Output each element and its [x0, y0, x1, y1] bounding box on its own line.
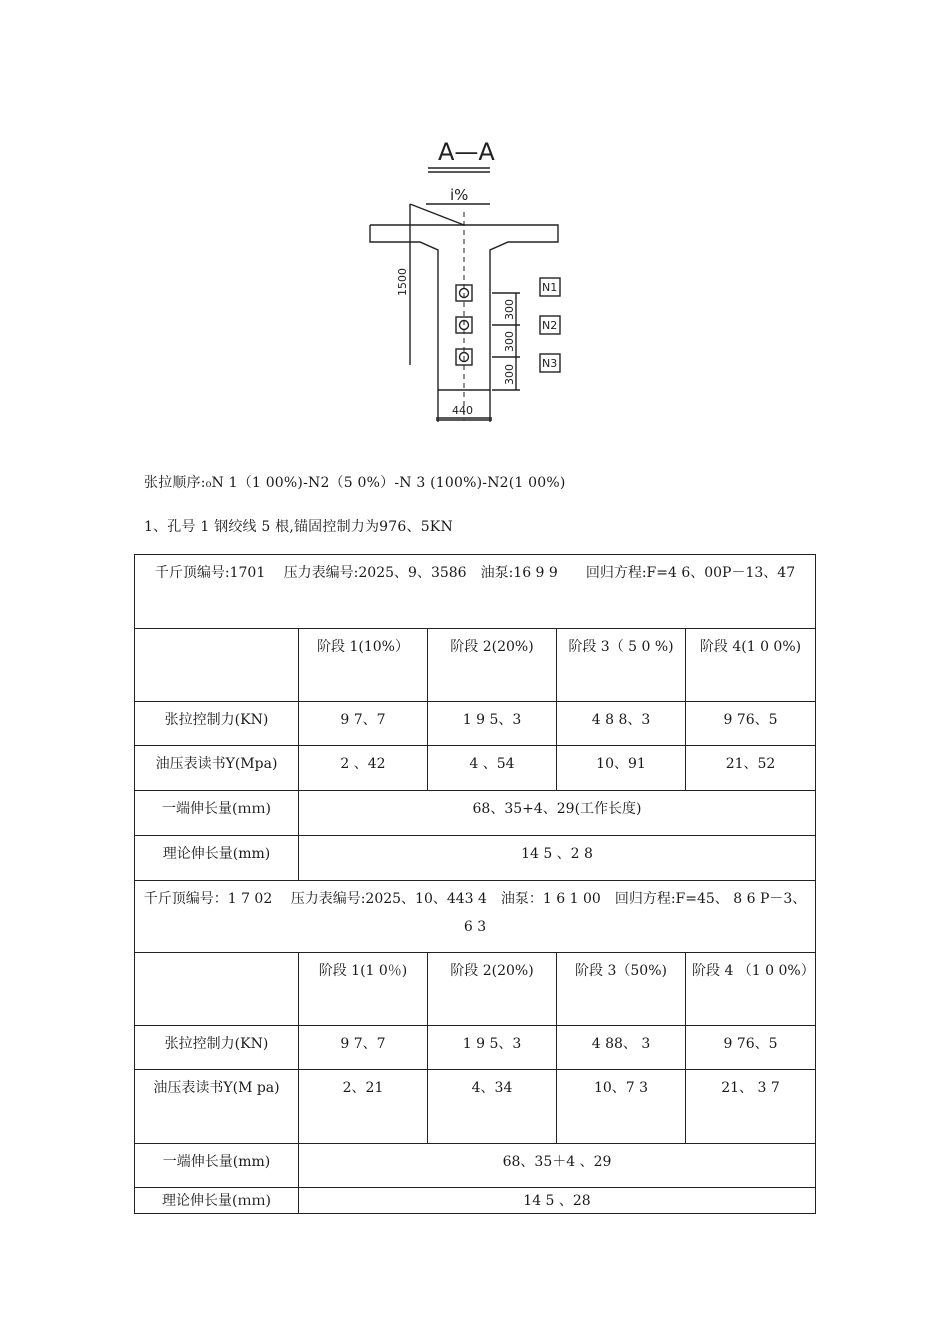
elongation-value: 68、35+4、29(工作长度): [299, 791, 816, 836]
table-row: [135, 746, 816, 791]
block-2-stage-row: [135, 953, 816, 1026]
stage-header: 阶段 2(20%): [428, 953, 557, 1026]
block-1-header-row: [135, 555, 816, 629]
stage-header: 阶段 3（ 5 0 %): [557, 629, 686, 702]
cell-value: 4、34: [428, 1070, 557, 1144]
theory-elongation-value: 14 5 、28: [299, 1188, 816, 1214]
spacing-dimension-1: 300: [503, 299, 516, 320]
stage-corner-cell: [135, 953, 299, 1026]
row-label: 一端伸长量(ｍｍ): [135, 791, 299, 836]
stage-corner-cell: [135, 629, 299, 702]
cell-value: 2、21: [299, 1070, 428, 1144]
table-row: [135, 836, 816, 881]
stage-header: 阶段 2(20%): [428, 629, 557, 702]
section-1-heading: 1、孔号 1 钢绞线 5 根,锚固控制力为976、5KN: [144, 519, 453, 535]
row-label: 理论伸长量(ｍｍ): [135, 1188, 299, 1214]
table-row: [135, 1026, 816, 1070]
tension-sequence: 张拉顺序:₀N 1（1 00%)-N2（5 0%）-N 3 (100%)-N2(1 00%): [144, 475, 566, 491]
row-label: 一端伸长量(mm): [135, 1144, 299, 1188]
block-2-header: 千斤顶编号：1 7 02 压力表编号:2025、10、443 4 油泵：1 6 1 00 回归方程:F=45、 8 6 P－3、6 3: [135, 881, 816, 953]
cell-value: 9 7、7: [299, 1026, 428, 1070]
stage-header: 阶段 1(10%）: [299, 629, 428, 702]
duct-label-n3: N3: [542, 357, 558, 370]
stage-header: 阶段 1(1 0％): [299, 953, 428, 1026]
row-label: 张拉控制力(KN): [135, 1026, 299, 1070]
cell-value: 21、52: [686, 746, 816, 791]
cell-value: 4 、54: [428, 746, 557, 791]
table-row: [135, 791, 816, 836]
cross-section-figure: [360, 120, 590, 440]
cell-value: 9 76、5: [686, 702, 816, 746]
spacing-dimension-3: 300: [503, 364, 516, 385]
tension-table: [134, 554, 816, 1214]
width-dimension: 440: [452, 404, 473, 417]
spacing-dimension-2: 300: [503, 331, 516, 352]
row-label: 张拉控制力(KN): [135, 702, 299, 746]
cell-value: 4 8 8、3: [557, 702, 686, 746]
cell-value: 10、7 3: [557, 1070, 686, 1144]
cell-value: 9 76、5: [686, 1026, 816, 1070]
height-dimension: 1500: [396, 268, 409, 296]
cell-value: 1 9 5、3: [428, 1026, 557, 1070]
cell-value: 4 88、 3: [557, 1026, 686, 1070]
row-label: 油压表读书Y(Mpa): [135, 746, 299, 791]
row-label: 理论伸长量(mm): [135, 836, 299, 881]
cell-value: 1 9 5、3: [428, 702, 557, 746]
block-1-stage-row: [135, 629, 816, 702]
block-2-header-row: [135, 881, 816, 953]
cell-value: 10、91: [557, 746, 686, 791]
cell-value: 2 、42: [299, 746, 428, 791]
row-label: 油压表读书Y(M pa): [135, 1070, 299, 1144]
cell-value: 9 7、7: [299, 702, 428, 746]
stage-header: 阶段 4(1 0 0%): [686, 629, 816, 702]
theory-elongation-value: 14 5 、2 8: [299, 836, 816, 881]
slope-label: i%: [450, 186, 469, 204]
table-row: [135, 1070, 816, 1144]
stage-header: 阶段 3（50%): [557, 953, 686, 1026]
block-1-header: 千斤顶编号:1701 压力表编号:2025、9、3586 油泵:16 9 9 回归方程:F=4 6、00P－13、47: [135, 555, 816, 629]
figure-title: A—A: [438, 138, 495, 166]
elongation-value: 68、35＋4 、29: [299, 1144, 816, 1188]
table-row: [135, 1188, 816, 1214]
table-row: [135, 1144, 816, 1188]
duct-label-n2: N2: [542, 319, 558, 332]
table-row: [135, 702, 816, 746]
duct-label-n1: N1: [542, 281, 558, 294]
cell-value: 21、 3 7: [686, 1070, 816, 1144]
stage-header: 阶段 4 （1 0 0%）: [686, 953, 816, 1026]
